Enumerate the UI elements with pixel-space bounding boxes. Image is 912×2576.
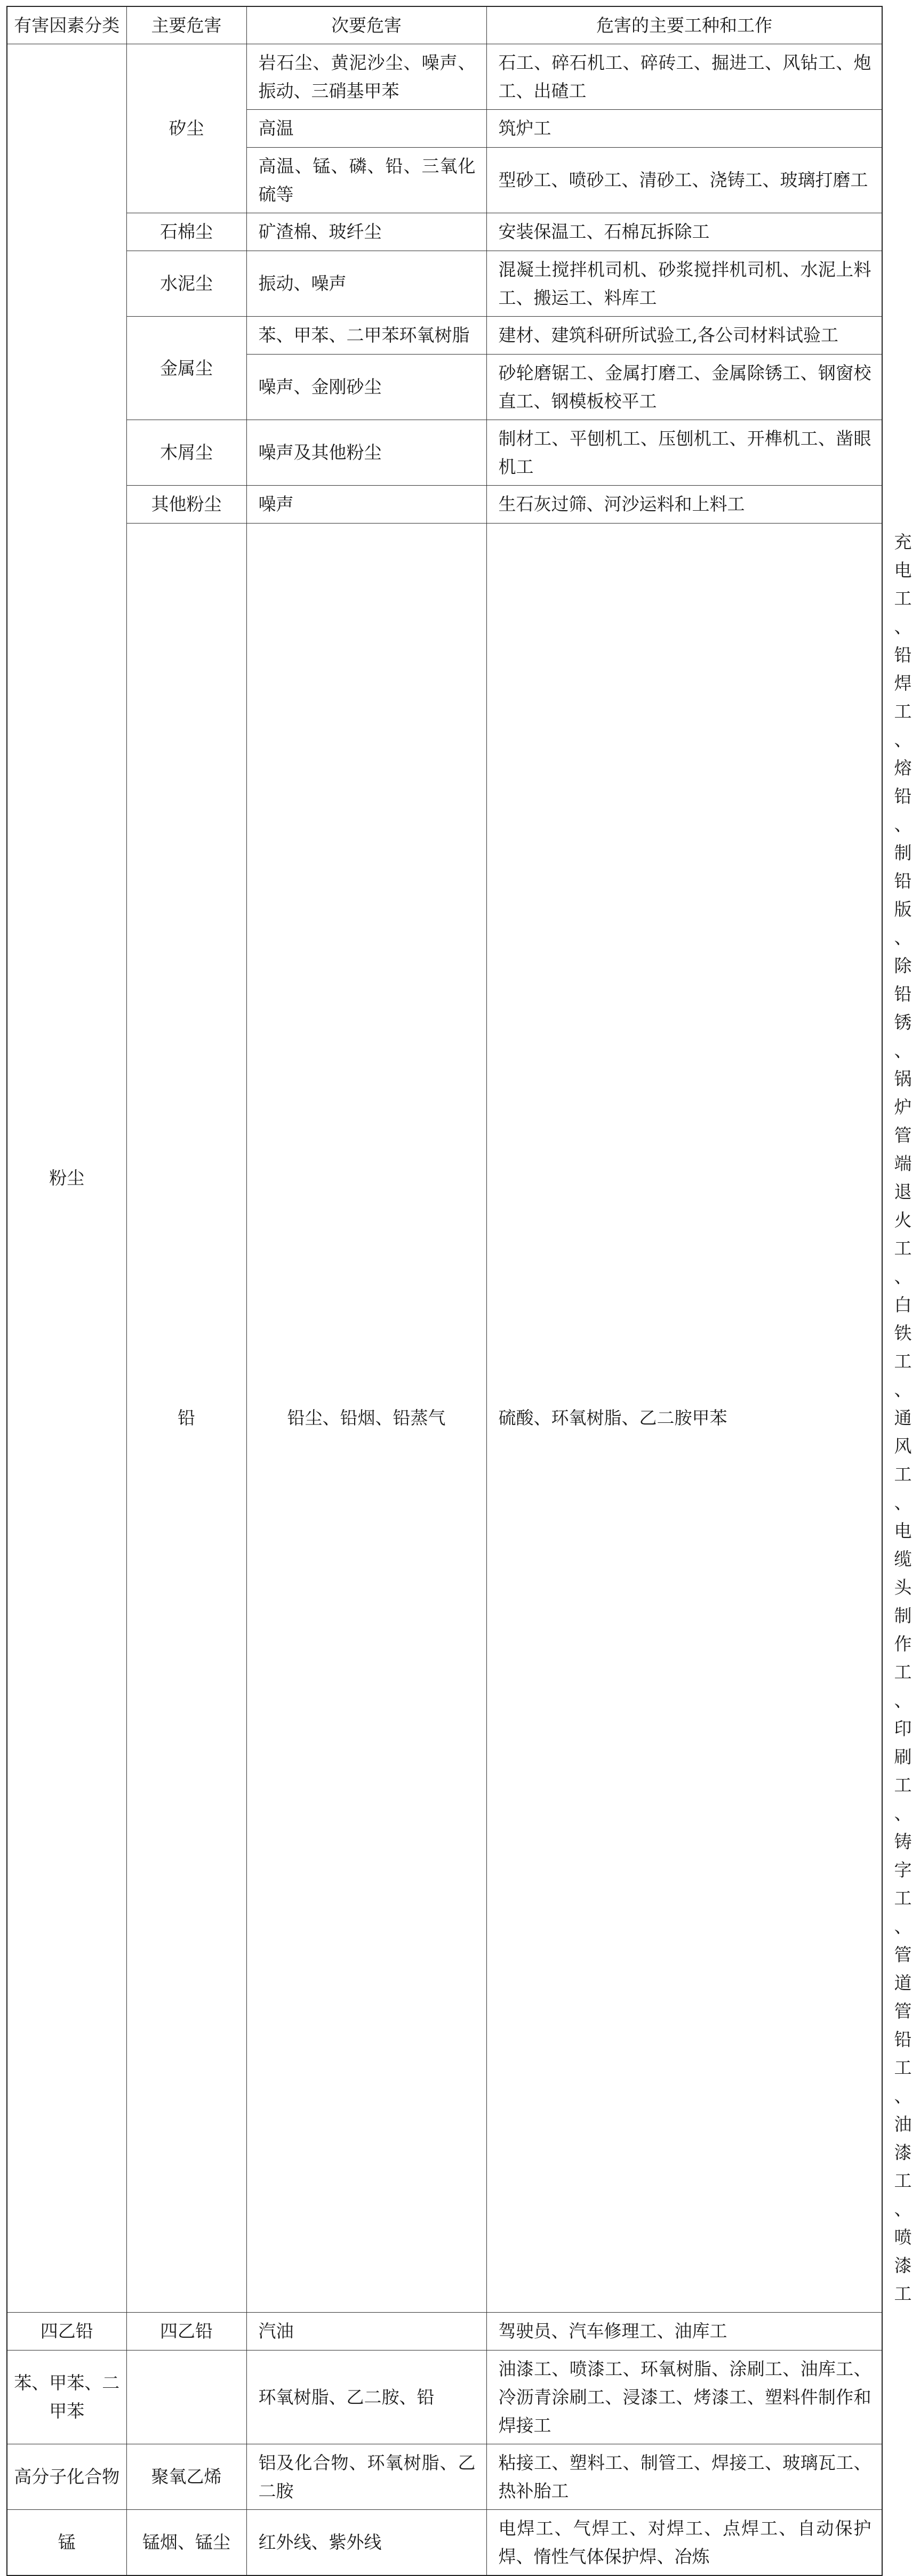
main-hazard-cell: 水泥尘 [126,251,246,316]
table-row [7,251,882,316]
header-row [7,6,882,44]
job-cell: 粘接工、塑料工、制管工、焊接工、玻璃瓦工、热补胎工 [486,2444,882,2509]
category-cell: 锰 [7,2509,126,2575]
job-cell: 建材、建筑科研所试验工,各公司材料试验工 [486,316,882,354]
main-hazard-cell: 金属尘 [126,316,246,420]
secondary-hazard-cell: 噪声 [246,485,486,523]
secondary-hazard-cell: 环氧树脂、乙二胺、铅 [246,2350,486,2444]
main-hazard-cell: 聚氧乙烯 [126,2444,246,2509]
secondary-hazard-cell: 高温、锰、磷、铅、三氧化硫等 [246,147,486,213]
table-row [7,316,882,354]
main-hazard-cell: 石棉尘 [126,213,246,251]
table-row [7,44,882,109]
secondary-hazard-cell: 高温 [246,109,486,147]
job-cell: 筑炉工 [486,109,882,147]
table-row [7,2312,882,2350]
secondary-hazard-cell: 铝及化合物、环氧树脂、乙二胺 [246,2444,486,2509]
secondary-hazard-cell: 矿渣棉、玻纤尘 [246,213,486,251]
table-row [7,2509,882,2575]
main-hazard-cell: 其他粉尘 [126,485,246,523]
header-jobs: 危害的主要工种和工作 [486,6,882,44]
secondary-hazard-cell: 汽油 [246,2312,486,2350]
job-cell: 石工、碎石机工、碎砖工、掘进工、风钻工、炮工、出碴工 [486,44,882,109]
secondary-hazard-cell: 苯、甲苯、二甲苯环氧树脂 [246,316,486,354]
table-body [7,44,912,2575]
job-cell: 制材工、平刨机工、压刨机工、开榫机工、凿眼机工 [486,420,882,485]
job-cell: 砂轮磨锯工、金属打磨工、金属除锈工、钢窗校直工、钢模板校平工 [486,354,882,420]
secondary-hazard-cell: 硫酸、环氧树脂、乙二胺甲苯 [486,523,882,2312]
category-cell: 铅 [126,523,246,2312]
table-row [7,2350,882,2444]
category-cell: 四乙铅 [7,2312,126,2350]
job-cell: 型砂工、喷砂工、清砂工、浇铸工、玻璃打磨工 [486,147,882,213]
secondary-hazard-cell: 振动、噪声 [246,251,486,316]
main-hazard-cell: 木屑尘 [126,420,246,485]
category-cell: 高分子化合物 [7,2444,126,2509]
secondary-hazard-cell: 红外线、紫外线 [246,2509,486,2575]
secondary-hazard-cell: 噪声及其他粉尘 [246,420,486,485]
category-cell: 粉尘 [7,44,126,2312]
header-secondary-hazard: 次要危害 [246,6,486,44]
main-hazard-cell: 铅尘、铅烟、铅蒸气 [246,523,486,2312]
header-category: 有害因素分类 [7,6,126,44]
secondary-hazard-cell: 噪声、金刚砂尘 [246,354,486,420]
hazard-table [6,6,912,2576]
category-cell: 苯、甲苯、二甲苯 [7,2350,126,2444]
job-cell: 安装保温工、石棉瓦拆除工 [486,213,882,251]
table-row: 铅 铅尘、铅烟、铅蒸气 硫酸、环氧树脂、乙二胺甲苯 充电工、铅焊工、熔铅、制铅版、除铅锈、锅炉管端退火工、白铁工、通风工、电缆头制作工、印刷工、铸字工、管道管铅工、油漆工、喷漆工 [7,523,882,2312]
table-header [7,6,882,44]
header-main-hazard: 主要危害 [126,6,246,44]
job-cell: 混凝土搅拌机司机、砂浆搅拌机司机、水泥上料工、搬运工、料库工 [486,251,882,316]
job-cell: 电焊工、气焊工、对焊工、点焊工、自动保护焊、惰性气体保护焊、冶炼 [486,2509,882,2575]
table-row [7,2444,882,2509]
job-cell: 油漆工、喷漆工、环氧树脂、涂刷工、油库工、冷沥青涂刷工、浸漆工、烤漆工、塑料件制作和焊接工 [486,2350,882,2444]
main-hazard-cell: 锰烟、锰尘 [126,2509,246,2575]
table-row [7,420,882,485]
main-hazard-cell: 四乙铅 [126,2312,246,2350]
job-cell: 驾驶员、汽车修理工、油库工 [486,2312,882,2350]
job-cell: 生石灰过筛、河沙运料和上料工 [486,485,882,523]
table-row [7,213,882,251]
main-hazard-cell [126,2350,246,2444]
table-row [7,485,882,523]
main-hazard-cell: 矽尘 [126,44,246,213]
secondary-hazard-cell: 岩石尘、黄泥沙尘、噪声、振动、三硝基甲苯 [246,44,486,109]
